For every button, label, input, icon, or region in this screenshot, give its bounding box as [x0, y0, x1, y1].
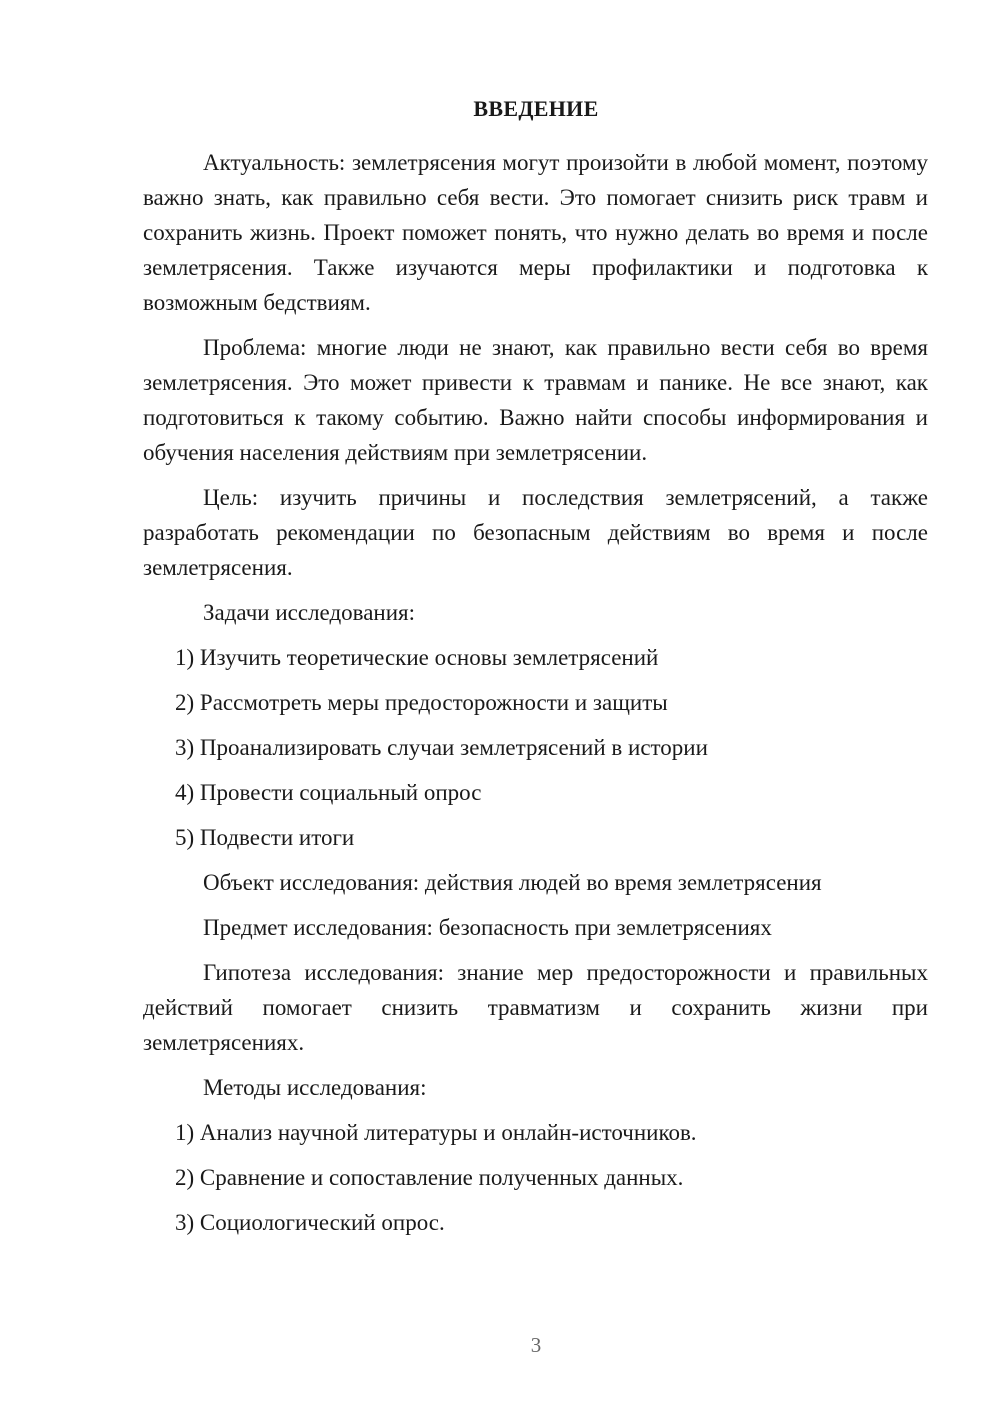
object-line: Объект исследования: действия людей во время землетрясения: [203, 870, 822, 895]
method-item: 3) Социологический опрос.: [175, 1210, 445, 1235]
task-item: 5) Подвести итоги: [175, 825, 355, 850]
methods-heading: Методы исследования:: [203, 1075, 427, 1100]
method-item: 1) Анализ научной литературы и онлайн-источников.: [175, 1120, 697, 1145]
document-body: [143, 145, 928, 1250]
task-item: 3) Проанализировать случаи землетрясений в истории: [175, 735, 708, 760]
problem-paragraph: Проблема: многие люди не знают, как правильно вести себя во время землетрясения. Это может привести к травмам и панике. Не все знают, как подготовиться к такому событию. Важно найти способы информирования и обучения населения действиям при землетрясении.: [143, 335, 928, 465]
page-title: ВВЕДЕНИЕ: [473, 96, 599, 121]
task-item: 4) Провести социальный опрос: [175, 780, 482, 805]
relevance-paragraph: Актуальность: землетрясения могут произойти в любой момент, поэтому важно знать, как правильно себя вести. Это помогает снизить риск травм и сохранить жизнь. Проект поможет понять, что нужно делать во время и после землетрясения. Также изучаются меры профилактики и подготовка к возможным бедствиям.: [143, 150, 928, 315]
task-item: 1) Изучить теоретические основы землетрясений: [175, 645, 659, 670]
method-item: 2) Сравнение и сопоставление полученных данных.: [175, 1165, 684, 1190]
tasks-heading: Задачи исследования:: [203, 600, 416, 625]
subject-line: Предмет исследования: безопасность при землетрясениях: [203, 915, 772, 940]
task-item: 2) Рассмотреть меры предосторожности и защиты: [175, 690, 668, 715]
page-number: 3: [530, 1333, 542, 1357]
hypothesis-paragraph: Гипотеза исследования: знание мер предосторожности и правильных действий помогает снизить травматизм и сохранить жизни при землетрясениях.: [143, 960, 928, 1055]
goal-paragraph: Цель: изучить причины и последствия землетрясений, а также разработать рекомендации по безопасным действиям во время и после землетрясения.: [143, 485, 928, 580]
